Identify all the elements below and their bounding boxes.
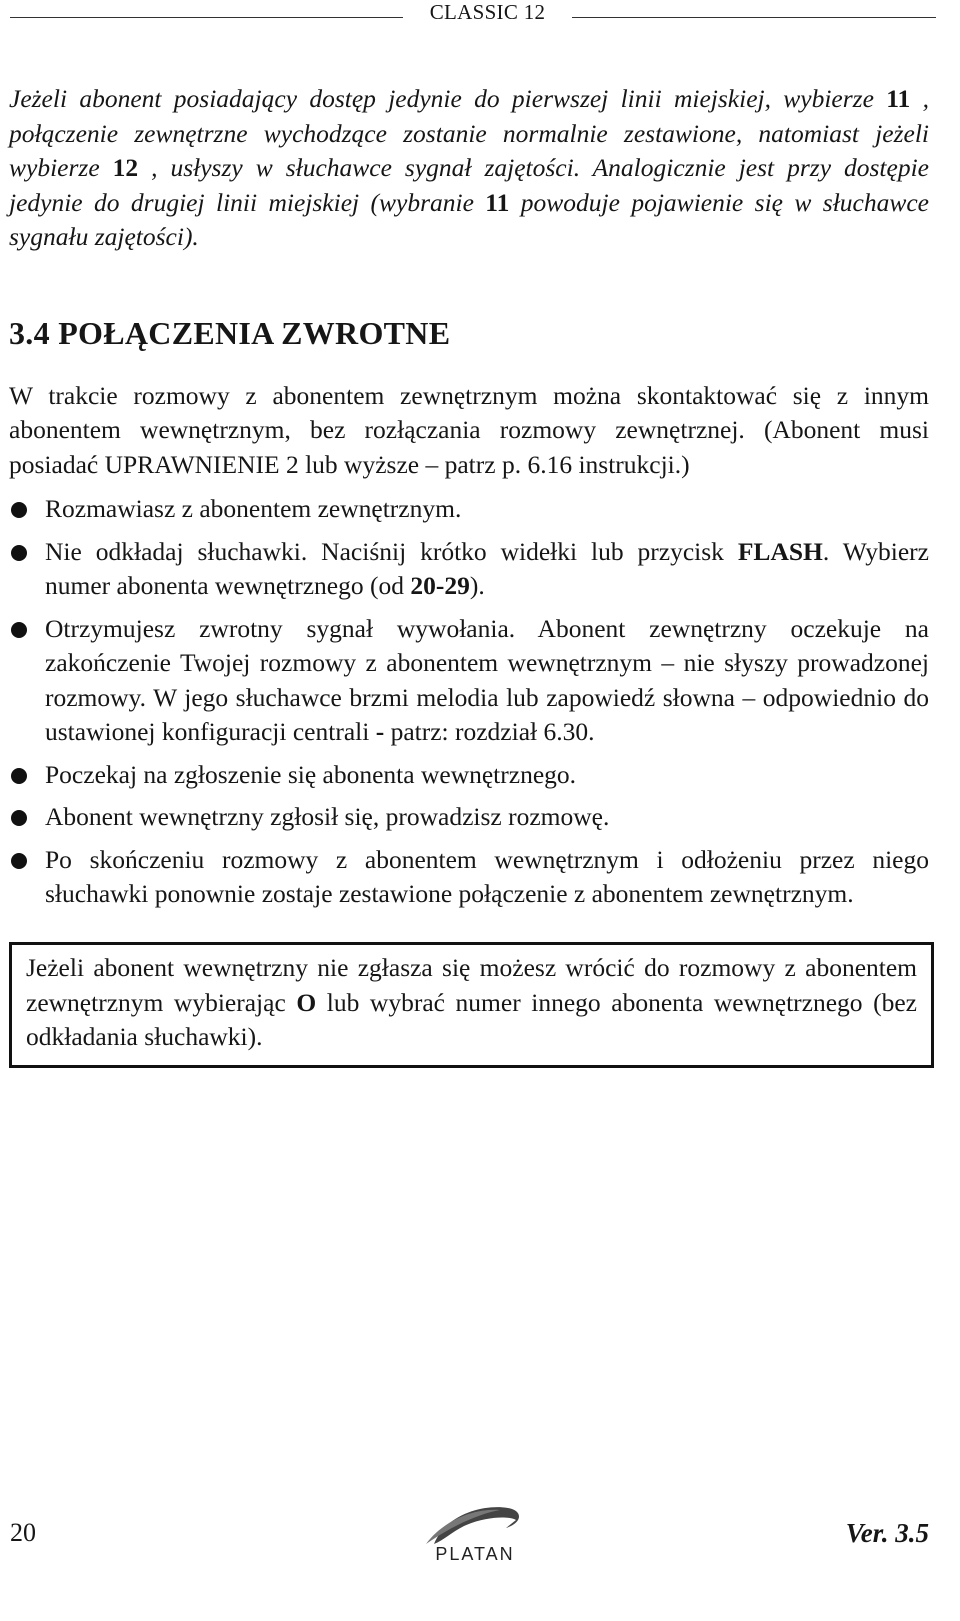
list-item — [9, 843, 929, 912]
bullet-icon — [11, 502, 27, 518]
step-text: Otrzymujesz zwrotny sygnał wywołania. Abonent zewnętrzny oczekuje na zakończenie Twojej rozmowy z abonentem wewnętrznym – nie słyszy prowadzonej rozmowy. W jego słuchawce brzmi melodia lub zapowiedź słowna – odpowiednio do ustawionej konfiguracji centrali — [45, 613, 929, 746]
page-number: 20 — [10, 1518, 36, 1547]
intro-digits: 11 — [886, 84, 911, 113]
bullet-icon — [11, 768, 27, 784]
step-text: Nie odkładaj słuchawki. Naciśnij krótko widełki lub przycisk — [45, 536, 738, 566]
note-text: lub wybrać numer innego abonenta wewnętrznego (bez odkładania słuchawki). — [26, 987, 917, 1051]
step-text: . Wybierz numer abonenta wewnętrznego (od — [45, 536, 929, 600]
main-content — [9, 82, 929, 920]
step-text: patrz: rozdział 6.30. — [384, 717, 595, 746]
list-item — [9, 800, 929, 835]
list-item — [9, 612, 929, 750]
bullet-icon — [11, 622, 27, 638]
note-key: O — [296, 987, 317, 1017]
platan-logo-icon — [412, 1500, 538, 1546]
step-text: Poczekaj na zgłoszenie się abonenta wewnętrznego. — [45, 759, 577, 789]
step-dash: - — [375, 717, 385, 746]
bullet-icon — [11, 853, 27, 869]
header-title: CLASSIC 12 — [429, 0, 546, 24]
intro-text: powoduje pojawienie się w słuchawce sygnału zajętości). — [9, 187, 929, 251]
note-box — [9, 942, 934, 1068]
step-text: Abonent wewnętrzny zgłosił się, prowadzisz rozmowę. — [45, 802, 610, 831]
intro-text: , usłyszy w słuchawce sygnał zajętości. Analogicznie jest przy dostępie jedynie do drugiej linii miejskiej (wybranie — [9, 153, 929, 217]
step-text: Rozmawiasz z abonentem zewnętrznym. — [45, 494, 462, 523]
version-label: Ver. 3.5 — [845, 1518, 929, 1548]
bullet-icon — [11, 545, 27, 561]
header-rule-left — [10, 17, 403, 18]
step-text: ). — [469, 571, 485, 600]
intro-digits: 11 — [485, 187, 510, 217]
section-lead-paragraph: W trakcie rozmowy z abonentem zewnętrznym można skontaktować się z innym abonentem wewnętrznym, bez rozłączania rozmowy zewnętrznej. (Abonent musi posiadać UPRAWNIENIE 2 lub wyższe – patrz p. 6.16 instrukcji.) — [9, 380, 929, 479]
number-range: 20-29 — [410, 571, 470, 600]
intro-digits: 12 — [112, 153, 139, 182]
header-rule-right — [572, 17, 936, 18]
page-header — [10, 0, 936, 28]
intro-text: Jeżeli abonent posiadający dostęp jedynie do pierwszej linii miejskiej, wybierze — [9, 84, 887, 113]
step-text: Po skończeniu rozmowy z abonentem wewnętrznym i odłożeniu przez niego słuchawki ponownie zostaje zestawione połączenie z abonentem zewnętrznym. — [45, 844, 929, 908]
logo-text: PLATAN — [435, 1544, 515, 1564]
bullet-icon — [11, 810, 27, 826]
list-item — [9, 535, 929, 604]
intro-text: , połączenie zewnętrzne wychodzące zostanie normalnie zestawione, natomiast jeżeli wybierze — [9, 84, 929, 182]
key-label: FLASH — [737, 536, 823, 566]
steps-list — [9, 492, 929, 912]
note-text: Jeżeli abonent wewnętrzny nie zgłasza się możesz wrócić do rozmowy z abonentem zewnętrznym wybierając — [26, 953, 917, 1017]
list-item — [9, 492, 929, 527]
list-item — [9, 758, 929, 793]
section-title: 3.4 POŁĄCZENIA ZWROTNE — [9, 314, 451, 351]
intro-paragraph — [9, 82, 929, 255]
platan-logo — [412, 1500, 538, 1566]
